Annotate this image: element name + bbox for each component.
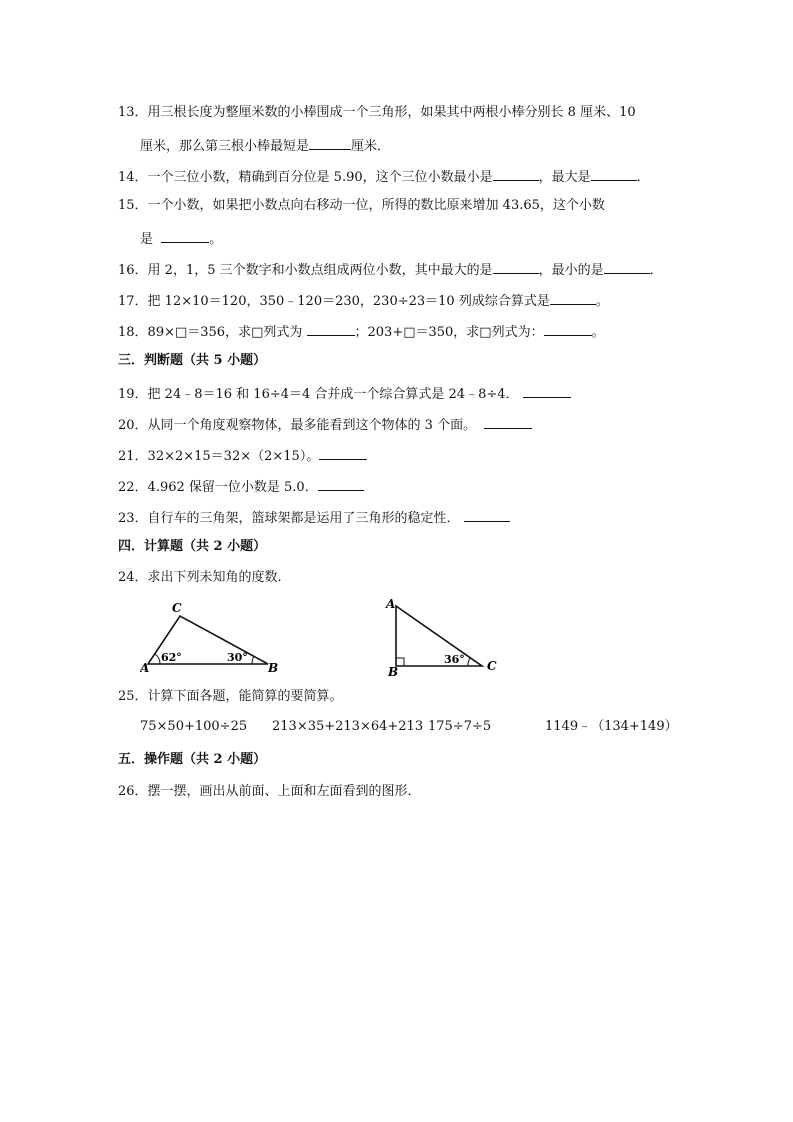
triangle-2-angle-c: 36° xyxy=(444,653,465,666)
section-calculation-heading: 四．计算题（共 2 小题） xyxy=(118,539,267,554)
q18-blank-2[interactable] xyxy=(544,321,592,336)
q15-blank[interactable] xyxy=(161,228,209,243)
q23: 23．自行车的三角架，篮球架都是运用了三角形的稳定性． xyxy=(118,507,510,528)
q19: 19．把 24﹣8＝16 和 16÷4＝4 合并成一个综合算式是 24﹣8÷4． xyxy=(118,383,571,404)
calc-item-2: 213×35+213×64+213 xyxy=(272,719,424,734)
triangle-2-label-a: A xyxy=(386,597,396,611)
triangle-1-label-c: C xyxy=(172,601,182,615)
section-operation-heading: 五．操作题（共 2 小题） xyxy=(118,752,267,767)
calc-item-4: 1149﹣（134+149） xyxy=(545,719,678,734)
q17-blank[interactable] xyxy=(550,290,596,305)
triangle-1-label-b: B xyxy=(268,661,279,675)
triangle-1-angle-a-arc xyxy=(155,654,160,664)
triangle-1-label-a: A xyxy=(140,661,150,675)
q16: 16．用 2，1，5 三个数字和小数点组成两位小数，其中最大的是 ，最小的是 ． xyxy=(118,259,663,280)
triangle-figure-2 xyxy=(382,596,502,678)
triangle-2-label-b: B xyxy=(388,665,399,678)
q21-blank[interactable] xyxy=(319,445,367,460)
q18-blank-1[interactable] xyxy=(307,321,355,336)
triangle-figure-1 xyxy=(140,598,280,676)
q15-line1: 15．一个小数，如果把小数点向右移动一位，所得的数比原来增加 43.65，这个小数 xyxy=(118,198,605,213)
q14: 14．一个三位小数，精确到百分位是 5.90，这个三位小数最小是 ，最大是 ． xyxy=(118,166,650,187)
q20: 20．从同一个角度观察物体，最多能看到这个物体的 3 个面。 xyxy=(118,414,532,435)
q22: 22．4.962 保留一位小数是 5.0． xyxy=(118,476,364,497)
q13-blank[interactable] xyxy=(309,135,351,150)
q18: 18．89×□＝356，求□列式为 ；203+□＝350，求□列式为： 。 xyxy=(118,321,605,342)
q21: 21．32×2×15＝32×（2×15）。 xyxy=(118,445,367,466)
triangle-1-angle-a: 62° xyxy=(161,651,182,664)
q23-blank[interactable] xyxy=(464,507,510,522)
q16-blank-min[interactable] xyxy=(604,259,650,274)
q24: 24．求出下列未知角的度数． xyxy=(118,570,291,585)
q25: 25．计算下面各题，能简算的要简算。 xyxy=(118,689,343,704)
q14-blank-min[interactable] xyxy=(493,166,539,181)
calc-item-3: 175÷7÷5 xyxy=(428,719,492,734)
q20-blank[interactable] xyxy=(484,414,532,429)
q14-blank-max[interactable] xyxy=(591,166,637,181)
q16-blank-max[interactable] xyxy=(493,259,539,274)
triangle-1-angle-b-arc xyxy=(252,656,254,664)
q22-blank[interactable] xyxy=(318,476,364,491)
triangle-1-angle-b: 30° xyxy=(227,651,248,664)
triangle-2-angle-c-arc xyxy=(468,658,470,666)
q15-line2: 是 。 xyxy=(140,228,222,249)
q17: 17．把 12×10＝120，350﹣120＝230，230÷23＝10 列成综合算式是 。 xyxy=(118,290,609,311)
calc-item-1: 75×50+100÷25 xyxy=(140,719,248,734)
triangle-2-label-c: C xyxy=(487,659,497,673)
q13-line1: 13．用三根长度为整厘米数的小棒围成一个三角形，如果其中两根小棒分别长 8 厘米、10 xyxy=(118,105,636,120)
q26: 26．摆一摆，画出从前面、上面和左面看到的图形． xyxy=(118,784,421,799)
section-judgement-heading: 三．判断题（共 5 小题） xyxy=(118,353,267,368)
q19-blank[interactable] xyxy=(523,383,571,398)
q13-line2: 厘米，那么第三根小棒最短是 厘米． xyxy=(140,135,390,156)
triangle-2-shape xyxy=(396,606,482,666)
